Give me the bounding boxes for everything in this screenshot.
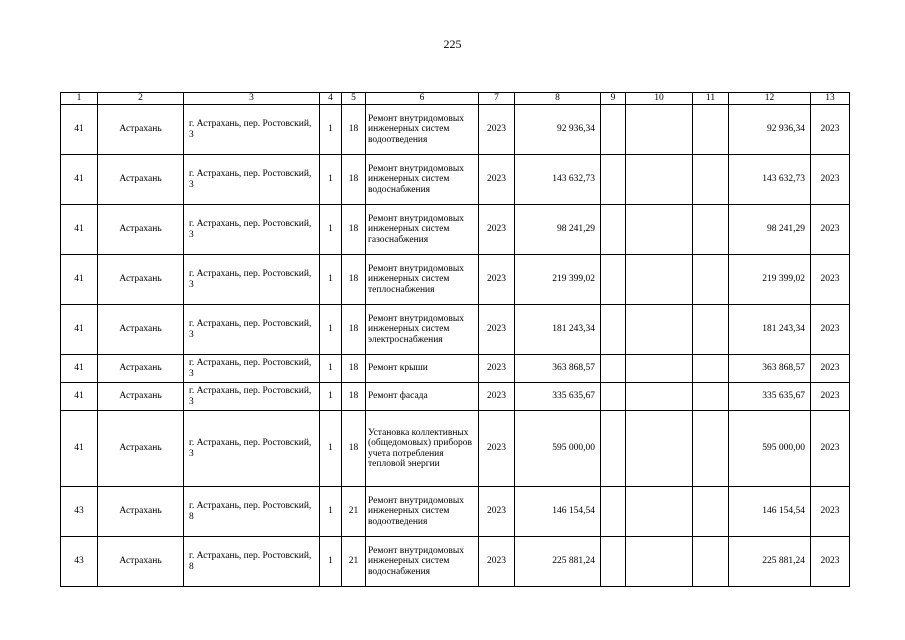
cost-cell: 92 936,34 xyxy=(515,105,601,155)
work-type-cell: Ремонт внутридомовых инженерных систем водоснабжения xyxy=(366,155,479,205)
address-cell: г. Астрахань, пер. Ростовский, 3 xyxy=(184,383,320,411)
year-cell: 2023 xyxy=(479,537,515,587)
column-header: 12 xyxy=(729,93,811,105)
col11-cell xyxy=(693,155,729,205)
row-number-cell: 41 xyxy=(61,305,98,355)
total-cost-cell: 181 243,34 xyxy=(729,305,811,355)
table-row xyxy=(61,305,850,355)
col10-cell xyxy=(626,155,693,205)
table-row xyxy=(61,105,850,155)
locality-cell: Астрахань xyxy=(98,487,184,537)
row-number-cell: 41 xyxy=(61,155,98,205)
col11-cell xyxy=(693,355,729,383)
col5-cell: 18 xyxy=(342,255,366,305)
col4-cell: 1 xyxy=(320,487,342,537)
col10-cell xyxy=(626,105,693,155)
row-number-cell: 41 xyxy=(61,383,98,411)
row-number-cell: 41 xyxy=(61,255,98,305)
work-type-cell: Ремонт внутридомовых инженерных систем теплоснабжения xyxy=(366,255,479,305)
column-header: 13 xyxy=(811,93,850,105)
year-cell: 2023 xyxy=(479,411,515,487)
table-row xyxy=(61,411,850,487)
cost-cell: 225 881,24 xyxy=(515,537,601,587)
table-row xyxy=(61,383,850,411)
completion-year-cell: 2023 xyxy=(811,155,850,205)
table-row xyxy=(61,205,850,255)
col4-cell: 1 xyxy=(320,537,342,587)
year-cell: 2023 xyxy=(479,105,515,155)
address-cell: г. Астрахань, пер. Ростовский, 3 xyxy=(184,255,320,305)
completion-year-cell: 2023 xyxy=(811,537,850,587)
col9-cell xyxy=(601,487,626,537)
total-cost-cell: 98 241,29 xyxy=(729,205,811,255)
col11-cell xyxy=(693,487,729,537)
locality-cell: Астрахань xyxy=(98,105,184,155)
completion-year-cell: 2023 xyxy=(811,205,850,255)
locality-cell: Астрахань xyxy=(98,205,184,255)
column-header: 7 xyxy=(479,93,515,105)
col9-cell xyxy=(601,411,626,487)
completion-year-cell: 2023 xyxy=(811,487,850,537)
column-header: 11 xyxy=(693,93,729,105)
cost-cell: 363 868,57 xyxy=(515,355,601,383)
table-row xyxy=(61,487,850,537)
year-cell: 2023 xyxy=(479,205,515,255)
column-header: 1 xyxy=(61,93,98,105)
col5-cell: 18 xyxy=(342,411,366,487)
completion-year-cell: 2023 xyxy=(811,411,850,487)
year-cell: 2023 xyxy=(479,487,515,537)
col10-cell xyxy=(626,255,693,305)
column-header: 10 xyxy=(626,93,693,105)
col4-cell: 1 xyxy=(320,105,342,155)
table-row xyxy=(61,537,850,587)
cost-cell: 98 241,29 xyxy=(515,205,601,255)
col5-cell: 18 xyxy=(342,155,366,205)
table-body xyxy=(61,93,850,587)
col5-cell: 21 xyxy=(342,487,366,537)
col10-cell xyxy=(626,355,693,383)
col4-cell: 1 xyxy=(320,255,342,305)
row-number-cell: 41 xyxy=(61,205,98,255)
completion-year-cell: 2023 xyxy=(811,255,850,305)
locality-cell: Астрахань xyxy=(98,411,184,487)
address-cell: г. Астрахань, пер. Ростовский, 8 xyxy=(184,537,320,587)
year-cell: 2023 xyxy=(479,383,515,411)
address-cell: г. Астрахань, пер. Ростовский, 3 xyxy=(184,205,320,255)
col11-cell xyxy=(693,383,729,411)
col5-cell: 21 xyxy=(342,537,366,587)
address-cell: г. Астрахань, пер. Ростовский, 3 xyxy=(184,411,320,487)
cost-cell: 595 000,00 xyxy=(515,411,601,487)
locality-cell: Астрахань xyxy=(98,255,184,305)
col11-cell xyxy=(693,255,729,305)
col11-cell xyxy=(693,411,729,487)
col4-cell: 1 xyxy=(320,155,342,205)
row-number-cell: 43 xyxy=(61,537,98,587)
col4-cell: 1 xyxy=(320,411,342,487)
cost-cell: 146 154,54 xyxy=(515,487,601,537)
total-cost-cell: 595 000,00 xyxy=(729,411,811,487)
address-cell: г. Астрахань, пер. Ростовский, 3 xyxy=(184,105,320,155)
work-type-cell: Установка коллективных (общедомовых) приборов учета потребления тепловой энергии xyxy=(366,411,479,487)
table-row xyxy=(61,355,850,383)
column-header: 2 xyxy=(98,93,184,105)
total-cost-cell: 219 399,02 xyxy=(729,255,811,305)
locality-cell: Астрахань xyxy=(98,355,184,383)
total-cost-cell: 143 632,73 xyxy=(729,155,811,205)
col9-cell xyxy=(601,537,626,587)
column-header: 9 xyxy=(601,93,626,105)
column-header: 8 xyxy=(515,93,601,105)
col9-cell xyxy=(601,355,626,383)
column-header: 3 xyxy=(184,93,320,105)
work-type-cell: Ремонт внутридомовых инженерных систем водоснабжения xyxy=(366,537,479,587)
col10-cell xyxy=(626,205,693,255)
year-cell: 2023 xyxy=(479,305,515,355)
work-type-cell: Ремонт внутридомовых инженерных систем водоотведения xyxy=(366,105,479,155)
row-number-cell: 43 xyxy=(61,487,98,537)
total-cost-cell: 146 154,54 xyxy=(729,487,811,537)
table-row xyxy=(61,255,850,305)
work-type-cell: Ремонт внутридомовых инженерных систем водоотведения xyxy=(366,487,479,537)
year-cell: 2023 xyxy=(479,155,515,205)
col9-cell xyxy=(601,255,626,305)
cost-cell: 335 635,67 xyxy=(515,383,601,411)
col9-cell xyxy=(601,155,626,205)
col9-cell xyxy=(601,383,626,411)
repair-registry-table xyxy=(60,92,850,587)
cost-cell: 181 243,34 xyxy=(515,305,601,355)
locality-cell: Астрахань xyxy=(98,537,184,587)
column-header: 6 xyxy=(366,93,479,105)
col10-cell xyxy=(626,383,693,411)
completion-year-cell: 2023 xyxy=(811,355,850,383)
work-type-cell: Ремонт внутридомовых инженерных систем газоснабжения xyxy=(366,205,479,255)
col5-cell: 18 xyxy=(342,383,366,411)
total-cost-cell: 225 881,24 xyxy=(729,537,811,587)
total-cost-cell: 335 635,67 xyxy=(729,383,811,411)
total-cost-cell: 92 936,34 xyxy=(729,105,811,155)
col4-cell: 1 xyxy=(320,383,342,411)
row-number-cell: 41 xyxy=(61,355,98,383)
completion-year-cell: 2023 xyxy=(811,305,850,355)
address-cell: г. Астрахань, пер. Ростовский, 3 xyxy=(184,155,320,205)
completion-year-cell: 2023 xyxy=(811,105,850,155)
col5-cell: 18 xyxy=(342,355,366,383)
cost-cell: 143 632,73 xyxy=(515,155,601,205)
year-cell: 2023 xyxy=(479,255,515,305)
locality-cell: Астрахань xyxy=(98,305,184,355)
work-type-cell: Ремонт крыши xyxy=(366,355,479,383)
col11-cell xyxy=(693,205,729,255)
page-number: 225 xyxy=(443,37,462,51)
col4-cell: 1 xyxy=(320,305,342,355)
completion-year-cell: 2023 xyxy=(811,383,850,411)
total-cost-cell: 363 868,57 xyxy=(729,355,811,383)
col5-cell: 18 xyxy=(342,105,366,155)
column-header: 5 xyxy=(342,93,366,105)
work-type-cell: Ремонт внутридомовых инженерных систем электроснабжения xyxy=(366,305,479,355)
address-cell: г. Астрахань, пер. Ростовский, 3 xyxy=(184,355,320,383)
row-number-cell: 41 xyxy=(61,105,98,155)
column-header: 4 xyxy=(320,93,342,105)
locality-cell: Астрахань xyxy=(98,383,184,411)
address-cell: г. Астрахань, пер. Ростовский, 3 xyxy=(184,305,320,355)
col5-cell: 18 xyxy=(342,305,366,355)
col10-cell xyxy=(626,411,693,487)
col4-cell: 1 xyxy=(320,205,342,255)
col10-cell xyxy=(626,537,693,587)
year-cell: 2023 xyxy=(479,355,515,383)
col11-cell xyxy=(693,305,729,355)
col9-cell xyxy=(601,105,626,155)
column-number-row xyxy=(61,93,850,105)
col5-cell: 18 xyxy=(342,205,366,255)
table-row xyxy=(61,155,850,205)
col11-cell xyxy=(693,105,729,155)
col9-cell xyxy=(601,205,626,255)
col11-cell xyxy=(693,537,729,587)
col9-cell xyxy=(601,305,626,355)
locality-cell: Астрахань xyxy=(98,155,184,205)
cost-cell: 219 399,02 xyxy=(515,255,601,305)
address-cell: г. Астрахань, пер. Ростовский, 8 xyxy=(184,487,320,537)
col10-cell xyxy=(626,487,693,537)
col4-cell: 1 xyxy=(320,355,342,383)
row-number-cell: 41 xyxy=(61,411,98,487)
work-type-cell: Ремонт фасада xyxy=(366,383,479,411)
col10-cell xyxy=(626,305,693,355)
